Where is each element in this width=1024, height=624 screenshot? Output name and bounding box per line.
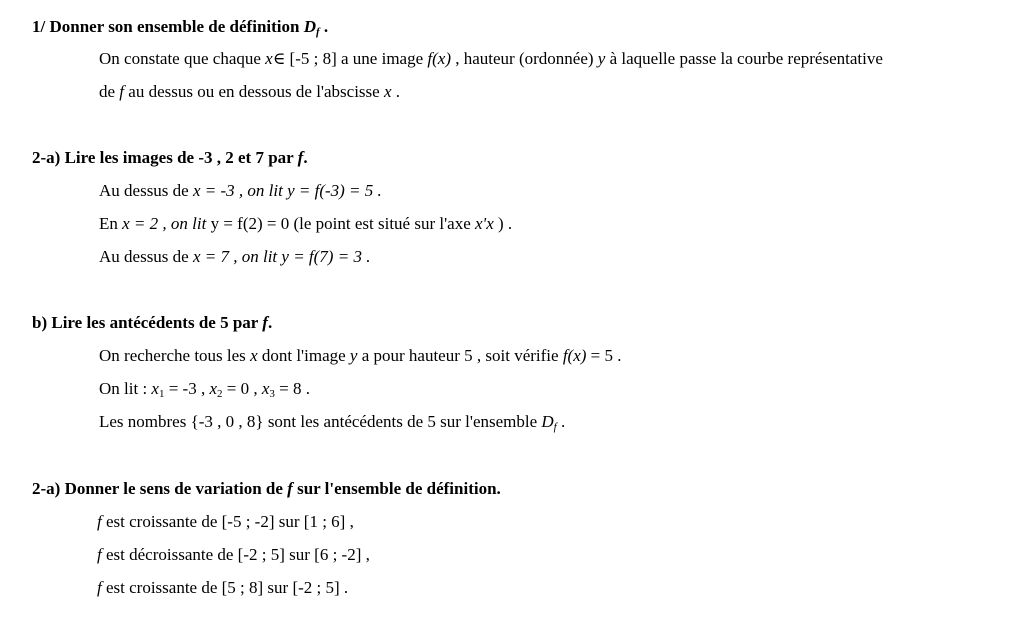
heading-text: 1/ Donner son ensemble de définition [32,17,304,36]
math-expr: x = -3 , on lit [192,181,288,200]
math-var: x [209,379,218,398]
subscript: 2 [217,388,223,400]
text: Les nombres {-3 , 0 , 8} sont les antécédents de 5 sur l'ensemble [99,412,542,431]
math-expr: y = f(7) = 3 . [281,247,371,266]
math-var: x [261,379,270,398]
math-var: f [297,148,304,167]
section-1-heading [32,16,328,38]
math-var: f [287,479,293,498]
math-var: f [97,578,102,597]
math-var: x [151,379,159,398]
text: ) . [493,214,513,233]
domain-symbol: D [541,412,554,431]
text: On constate que chaque [99,49,266,68]
section-2a-line-3 [99,246,370,268]
domain-subscript: f [553,421,557,433]
text: = -3 , [164,379,210,398]
math-expr: y = f(-3) = 5 . [287,181,382,200]
text: y = f(2) = 0 (le point est situé sur l'axe [210,214,476,233]
text: On recherche tous les [99,346,251,365]
text: a pour hauteur 5 , soit vérifie [357,346,563,365]
text: est décroissante de [-2 ; 5] sur [6 ; -2] , [101,545,370,564]
section-3-line-1 [97,511,354,533]
heading-text: 2-a) Lire les images de -3 , 2 et 7 par [32,148,298,167]
text: On lit : [99,379,152,398]
math-var: x [250,346,258,365]
math-var: y [349,346,358,365]
section-2a-line-2 [99,213,512,235]
section-2b-line-2 [99,378,310,400]
text: ∈ [-5 ; 8] a une image [272,49,428,68]
text: à laquelle passe la courbe représentative [605,49,883,68]
text: de [99,82,120,101]
text: dont l'image [257,346,350,365]
text: est croissante de [5 ; 8] sur [-2 ; 5] . [101,578,349,597]
text: = 0 , [222,379,262,398]
math-var: f [97,512,102,531]
section-3-line-2 [97,544,370,566]
math-expr: x = 7 , on lit [192,247,282,266]
math-var: f [262,313,268,332]
math-expr: x'x [475,214,494,233]
text: au dessus ou en dessous de l'abscisse [124,82,384,101]
text: . [556,412,566,431]
section-3-line-3 [97,577,348,599]
section-2b-line-1 [99,345,622,367]
text: = 8 . [274,379,310,398]
math-var: x [265,49,273,68]
subscript: 1 [158,388,165,400]
text: Au dessus de [99,181,193,200]
text: = 5 . [586,346,622,365]
heading-text: 2-a) Donner le sens de variation de [32,479,288,498]
section-2a-heading [32,147,308,169]
heading-end: . [319,17,329,36]
section-1-line-2 [99,81,400,103]
heading-end: . [267,313,273,332]
math-expr: f(x) [562,346,587,365]
section-2a-line-1 [99,180,382,202]
math-expr: f(x) [427,49,451,68]
section-2b-line-3 [99,411,565,433]
subscript: 3 [269,388,275,400]
domain-subscript: f [316,26,320,38]
math-var: f [97,545,102,564]
text: , hauteur (ordonnée) [450,49,598,68]
text: est croissante de [-5 ; -2] sur [1 ; 6] , [101,512,354,531]
heading-text: b) Lire les antécédents de 5 par [32,313,263,332]
text: . [391,82,400,101]
math-var: f [119,82,125,101]
section-2b-heading [32,312,272,334]
text: En [99,214,123,233]
math-var: y [597,49,606,68]
domain-symbol: D [303,17,316,36]
math-expr: x = 2 , on lit [122,214,211,233]
section-1-line-1 [99,48,883,70]
heading-end: sur l'ensemble de définition. [292,479,501,498]
math-var: x [383,82,392,101]
section-3-heading [32,478,501,500]
heading-end: . [303,148,308,167]
text: Au dessus de [99,247,193,266]
